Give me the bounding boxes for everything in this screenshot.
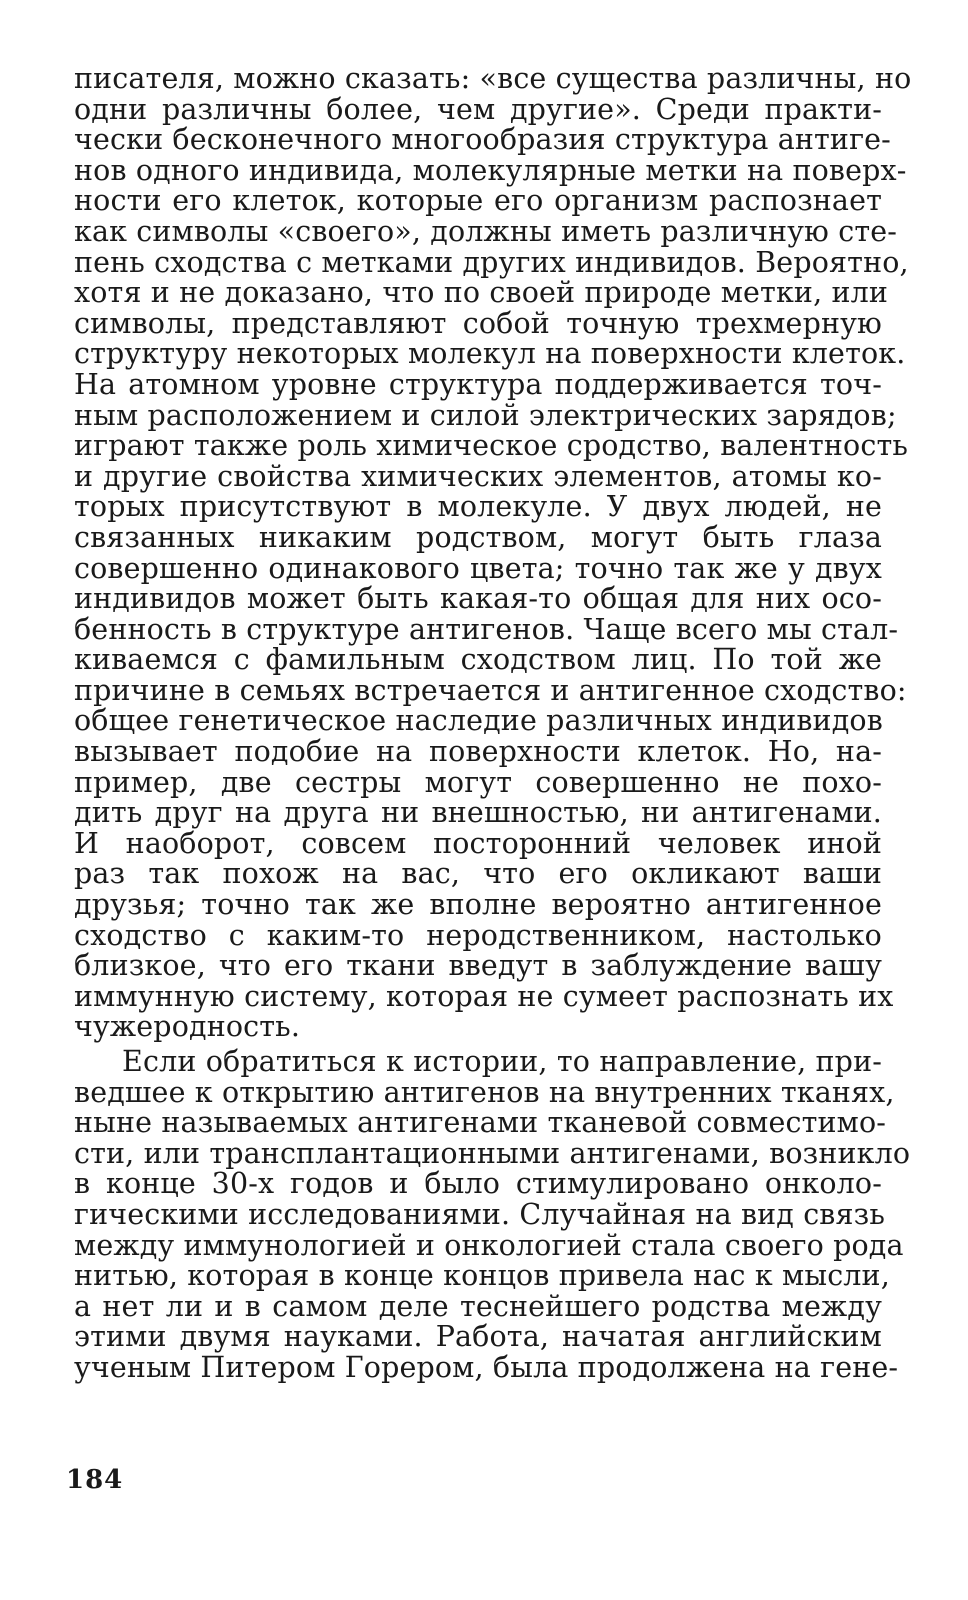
text-line: раз так похож на вас, что его окликают ваши [74, 857, 882, 891]
text-line: нов одного индивида, молекулярные метки на поверх- [74, 153, 907, 187]
text-line: индивидов может быть какая-то общая для них осо- [74, 582, 882, 616]
text-line: бенность в структуре антигенов. Чаще всего мы стал- [74, 612, 899, 646]
text-line: ведшее к открытию антигенов на внутренних тканях, [74, 1075, 895, 1109]
text-line: ученым Питером Горером, была продолжена на гене- [74, 1350, 899, 1384]
text-line: вызывает подобие на поверхности клеток. Но, на- [74, 735, 882, 769]
text-line: киваемся с фамильным сходством лиц. По той же [74, 643, 882, 677]
text-line: пример, две сестры могут совершенно не похо- [74, 765, 882, 799]
text-line: сти, или трансплантационными антигенами, возникло [74, 1136, 911, 1170]
text-line: пень сходства с метками других индивидов. Вероятно, [74, 245, 909, 279]
text-line: как символы «своего», должны иметь различную сте- [74, 214, 898, 248]
text-line: Если обратиться к истории, то направление, при- [122, 1045, 882, 1078]
text-line: ности его клеток, которые его организм распознает [74, 184, 882, 218]
text-line: гическими исследованиями. Случайная на вид связь [74, 1197, 885, 1231]
text-line: сходство с каким-то неродственником, настолько [74, 918, 882, 952]
text-line: структуру некоторых молекул на поверхности клеток. [74, 337, 906, 371]
text-line: близкое, что его ткани введут в заблуждение вашу [74, 949, 882, 983]
text-line: в конце 30-х годов и было стимулировано онколо- [74, 1167, 882, 1201]
text-line: этими двумя науками. Работа, начатая английским [74, 1320, 882, 1354]
text-line: чески бесконечного многообразия структура антиге- [74, 123, 891, 157]
text-line: хотя и не доказано, что по своей природе метки, или [74, 276, 889, 310]
paragraph-2 [74, 1045, 911, 1384]
text-line: символы, представляют собой точную трехмерную [74, 306, 882, 340]
text-line: причине в семьях встречается и антигенное сходство: [74, 673, 907, 707]
text-line: На атомном уровне структура поддерживается точ- [74, 367, 882, 401]
text-line: общее генетическое наследие различных индивидов [74, 704, 883, 738]
text-line: играют также роль химическое сродство, валентность [74, 429, 909, 463]
text-line: торых присутствуют в молекуле. У двух людей, не [74, 490, 882, 524]
text-line: И наоборот, совсем посторонний человек иной [74, 826, 882, 860]
text-line: дить друг на друга ни внешностью, ни антигенами. [74, 796, 882, 830]
text-line: чужеродность. [74, 1010, 301, 1044]
paragraph-1 [74, 62, 912, 1044]
text-line: а нет ли и в самом деле теснейшего родства между [74, 1289, 882, 1323]
text-line: нитью, которая в конце концов привела нас к мысли, [74, 1259, 890, 1293]
book-page-text [74, 62, 912, 1384]
text-line: друзья; точно так же вполне вероятно антигенное [74, 888, 882, 922]
text-line: ныне называемых антигенами тканевой совместимо- [74, 1106, 887, 1140]
text-line: иммунную систему, которая не сумеет распознать их [74, 979, 894, 1013]
page-number: 184 [66, 1465, 124, 1495]
text-line: связанных никаким родством, могут быть глаза [74, 520, 882, 554]
text-line: и другие свойства химических элементов, атомы ко- [74, 459, 882, 493]
text-line: ным расположением и силой электрических зарядов; [74, 398, 897, 432]
text-line: одни различны более, чем другие». Среди практи- [74, 92, 882, 126]
text-line: совершенно одинакового цвета; точно так же у двух [74, 551, 882, 585]
text-line: между иммунологией и онкологией стала своего рода [74, 1228, 904, 1262]
text-line: писателя, можно сказать: «все существа различны, но [74, 62, 912, 95]
